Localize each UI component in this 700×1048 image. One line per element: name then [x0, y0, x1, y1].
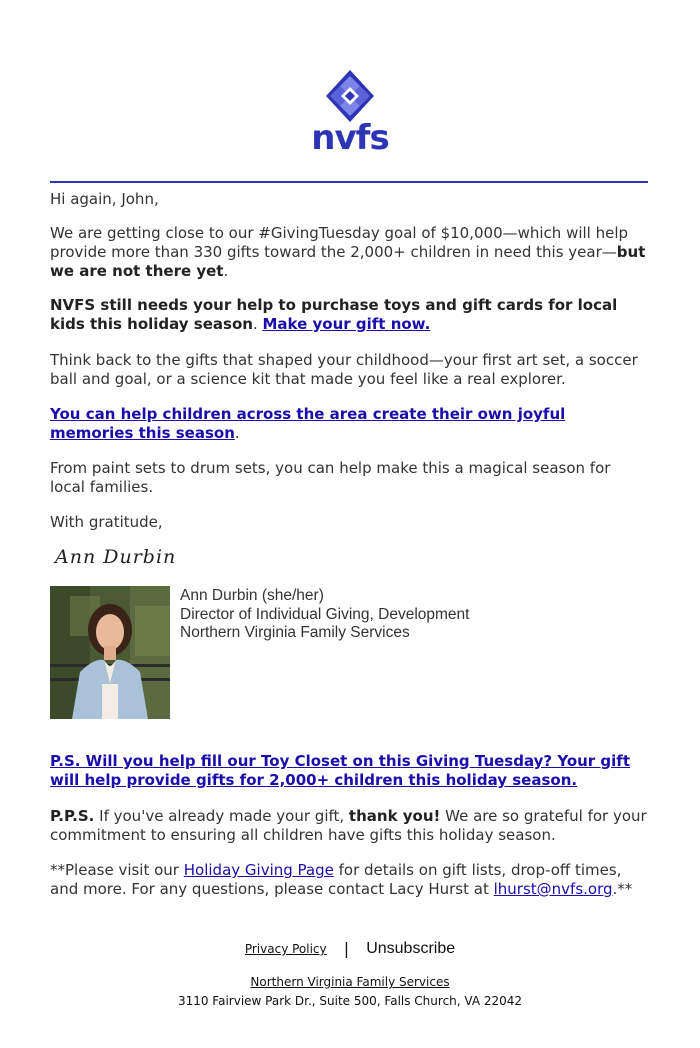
nvfs-logo: [0, 70, 700, 156]
signer-title: Director of Individual Giving, Development: [180, 605, 470, 623]
footer-separator: |: [343, 939, 350, 958]
pps-text-1: If you've already made your gift,: [94, 807, 349, 825]
pps-text-2: We are so grateful for your commitment to ensuring all children have gifts this holiday season.: [50, 807, 647, 844]
paragraph-goal-text: We are getting close to our #GivingTuesday goal of $10,000—which will help provide more than 330 gifts toward the 2,000+ children in need this year—: [50, 224, 629, 261]
signer-name: Ann Durbin (she/her): [180, 587, 324, 604]
footer-org: [0, 975, 700, 989]
pps-thank-you: thank you!: [348, 807, 441, 825]
pps-label: P.P.S.: [50, 807, 95, 825]
joyful-memories-link[interactable]: You can help children across the area create their own joyful memories this season: [50, 405, 566, 442]
holiday-giving-page-link[interactable]: Holiday Giving Page: [183, 861, 334, 879]
visit-note: [50, 861, 650, 899]
header-divider: [50, 181, 648, 183]
signer-info: [180, 587, 469, 643]
privacy-policy-link[interactable]: Privacy Policy: [244, 942, 327, 956]
make-gift-link[interactable]: Make your gift now.: [262, 315, 431, 333]
paragraph-help: [50, 296, 650, 334]
footer-address: 3110 Fairview Park Dr., Suite 500, Falls Church, VA 22042: [177, 994, 523, 1008]
signer-org: Northern Virginia Family Services: [180, 624, 410, 641]
post-postscript: [50, 807, 650, 845]
paragraph-memories: [50, 405, 650, 443]
closing: With gratitude,: [50, 513, 163, 531]
signer-photo-image: [50, 586, 170, 719]
paragraph-help-bold: NVFS still needs your help to purchase toys and gift cards for local kids this holiday season: [50, 296, 618, 333]
postscript: [50, 752, 650, 790]
signer-photo: [50, 586, 170, 719]
note-text-1: **Please visit our: [50, 861, 184, 879]
paragraph-childhood: Think back to the gifts that shaped your childhood—your first art set, a soccer ball and goal, or a science kit that made you feel like a real explorer.: [50, 351, 638, 388]
greeting: Hi again, John,: [50, 190, 159, 208]
unsubscribe-link[interactable]: Unsubscribe: [366, 940, 456, 957]
footer-org-link[interactable]: Northern Virginia Family Services: [250, 975, 450, 989]
paragraph-season: From paint sets to drum sets, you can help make this a magical season for local families.: [50, 459, 611, 496]
signature: Ann Durbin: [55, 546, 177, 568]
nvfs-logo-text: nvfs: [311, 118, 389, 158]
paragraph-goal: [50, 224, 650, 281]
contact-email-link[interactable]: lhurst@nvfs.org: [493, 880, 613, 898]
toy-closet-link[interactable]: P.S. Will you help fill our Toy Closet on this Giving Tuesday? Your gift will help provide gifts for 2,000+ children this holiday season.: [50, 752, 630, 789]
note-end: .**: [612, 880, 633, 898]
paragraph-goal-bold: but we are not there yet: [50, 243, 646, 280]
paragraph-help-sep: .: [252, 315, 263, 333]
footer-links: [0, 938, 700, 958]
paragraph-goal-end: .: [223, 262, 229, 280]
paragraph-memories-end: .: [234, 424, 240, 442]
note-text-2: for details on gift lists, drop-off times, and more. For any questions, please contact Lacy Hurst at: [50, 861, 622, 898]
nvfs-logo-mark-icon: [326, 70, 374, 122]
